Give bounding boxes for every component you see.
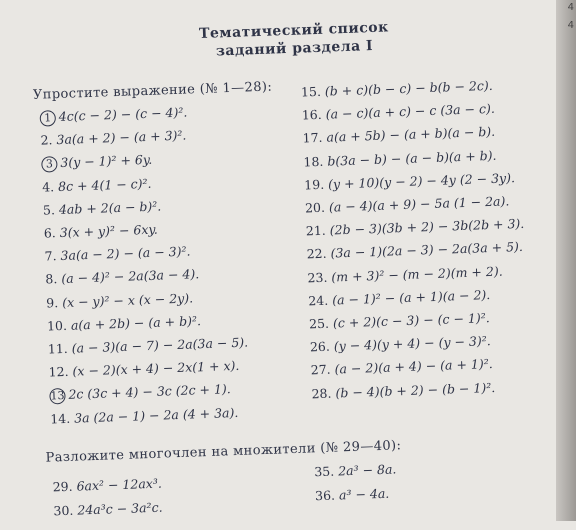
exercise-number: 5. [42,201,56,218]
exercise-number: 24. [308,292,329,309]
exercise-item [53,500,163,519]
exercise-item [307,263,503,285]
exercise-item [47,313,201,333]
exercise-expression: 3a (2a − 1) − 2a (4 + 3a). [73,404,239,426]
exercise-item [48,358,239,380]
exercise-number: 21. [305,222,327,239]
exercise-expression: (a − 4)² − 2a(3a − 4). [61,266,200,287]
exercise-item [45,267,199,287]
exercise-item [308,287,490,308]
exercise-expression: (x − 2)(x + 4) − 2x(1 + x). [72,358,240,379]
exercise-number: 22. [306,246,327,262]
exercise-number: 30. [53,502,74,519]
exercise-expression: (a − 2)(a + 4) − (a + 1)². [334,356,493,377]
exercise-expression: 3(y − 1)² + 6y. [60,152,153,171]
edge-mark: 4 [567,20,574,31]
exercise-expression: (a − 3)(a − 7) − 2a(3a − 5). [71,334,249,356]
exercise-item [50,405,239,427]
exercise-number: 19. [304,176,325,193]
simplify-instruction: Упростите выражение (№ 1—28): [32,79,273,103]
exercise-number: 23. [307,269,328,285]
exercise-item [306,216,525,239]
exercise-item [305,193,510,215]
exercise-expression: (a − c)(a + c) − c (3a − c). [325,100,496,122]
page-title-line-1: Тематический список [198,19,389,43]
exercise-expression: (2b − 3)(3b + 2) − 3b(2b + 3). [329,216,525,238]
exercise-number: 14. [50,410,71,427]
exercise-number: 4. [41,178,55,195]
exercise-number: 28. [311,385,332,401]
exercise-item [52,476,162,495]
exercise-expression: b(3a − b) − (a − b)(a + b). [327,147,497,169]
exercise-expression: 4c(c − 2) − (c − 4)². [58,104,188,124]
exercise-item [301,78,493,100]
exercise-number: 16. [301,107,322,123]
exercise-expression: (b − 4)(b + 2) − (b − 1)². [335,379,496,401]
exercise-number: 7. [44,248,57,264]
exercise-item [43,198,162,217]
exercise-expression: (a − 4)(a + 9) − 5a (1 − 2a). [328,193,510,215]
exercise-number: 10. [46,317,68,334]
exercise-number: 25. [308,315,330,332]
exercise-expression: (a − 1)² − (a + 1)(a − 2). [331,286,491,308]
exercise-item [46,290,193,310]
exercise-item [44,244,190,264]
exercise-expression: (m + 3)² − (m − 2)(m + 2). [331,263,503,285]
edge-mark: 4 [567,2,574,13]
exercise-expression: 3(x + y)² − 6xy. [59,221,158,241]
exercise-item [306,239,523,262]
exercise-number: 26. [309,338,331,355]
exercise-item [302,101,495,123]
exercise-expression: 3a(a + 2) − (a + 3)². [56,127,187,148]
exercise-expression: (y − 4)(y + 4) − (y − 3)². [333,333,491,354]
exercise-number: 18. [303,153,324,170]
exercise-expression: a(a + 2b) − (a + b)². [70,312,202,333]
exercise-expression: 2c (3c + 4) − 3c (2c + 1). [68,381,232,403]
exercise-number: 2. [40,132,53,148]
exercise-item [48,335,249,357]
exercise-item [44,222,158,241]
exercise-number: 27. [310,362,331,378]
exercise-item [314,461,397,479]
exercise-expression: 4ab + 2(a − b)². [58,198,162,217]
exercise-item [302,124,495,146]
exercise-expression: 8c + 4(1 − c)². [57,175,152,194]
exercise-expression: (y + 10)(y − 2) − 4y (2 − 3y). [327,169,516,192]
exercise-item [310,333,491,354]
exercise-item [310,356,492,377]
exercise-number: 1 [40,110,57,127]
exercise-expression: (c + 2)(c − 3) − (c − 1)². [332,310,490,331]
exercise-expression: (3a − 1)(2a − 3) − 2a(3a + 5). [330,239,524,261]
exercise-number: 29. [52,478,73,495]
exercise-number: 8. [45,271,58,287]
exercise-number: 6. [43,225,56,241]
exercise-item [315,486,390,504]
textbook-page [28,0,576,530]
exercise-number: 9. [45,294,59,311]
exercise-expression: 3a(a − 2) − (a − 3)². [60,243,191,264]
exercise-number: 15. [300,83,322,100]
exercise-expression: a³ − 4a. [338,485,390,503]
exercise-item [41,152,152,173]
exercise-expression: 24a³c − 3a²c. [77,499,163,518]
exercise-number: 35. [314,463,335,480]
exercise-number: 17. [302,130,323,146]
exercise-item [303,147,497,169]
exercise-item [311,380,495,401]
factor-instruction: Разложите многочлен на множители (№ 29—40): [45,438,402,466]
exercise-expression: (b + c)(b − c) − b(b − 2c). [324,77,493,99]
exercise-number: 20. [304,199,326,216]
exercise-item [309,310,490,331]
exercise-expression: 6ax² − 12ax³. [76,475,163,494]
exercise-item [49,382,231,405]
exercise-item [39,105,187,127]
exercise-number: 13 [49,388,66,405]
exercise-number: 12. [48,363,69,380]
exercise-number: 3 [41,156,58,173]
exercise-item [40,128,186,148]
exercise-number: 36. [314,487,336,504]
exercise-expression: a(a + 5b) − (a + b)(a − b). [326,124,496,146]
exercise-item [304,170,515,192]
page-title-line-2: заданий раздела I [215,37,374,60]
exercise-number: 11. [47,340,68,357]
exercise-item [42,175,152,194]
exercise-expression: 2a³ − 8a. [337,461,397,479]
exercise-expression: (x − y)² − x (x − 2y). [61,290,194,310]
